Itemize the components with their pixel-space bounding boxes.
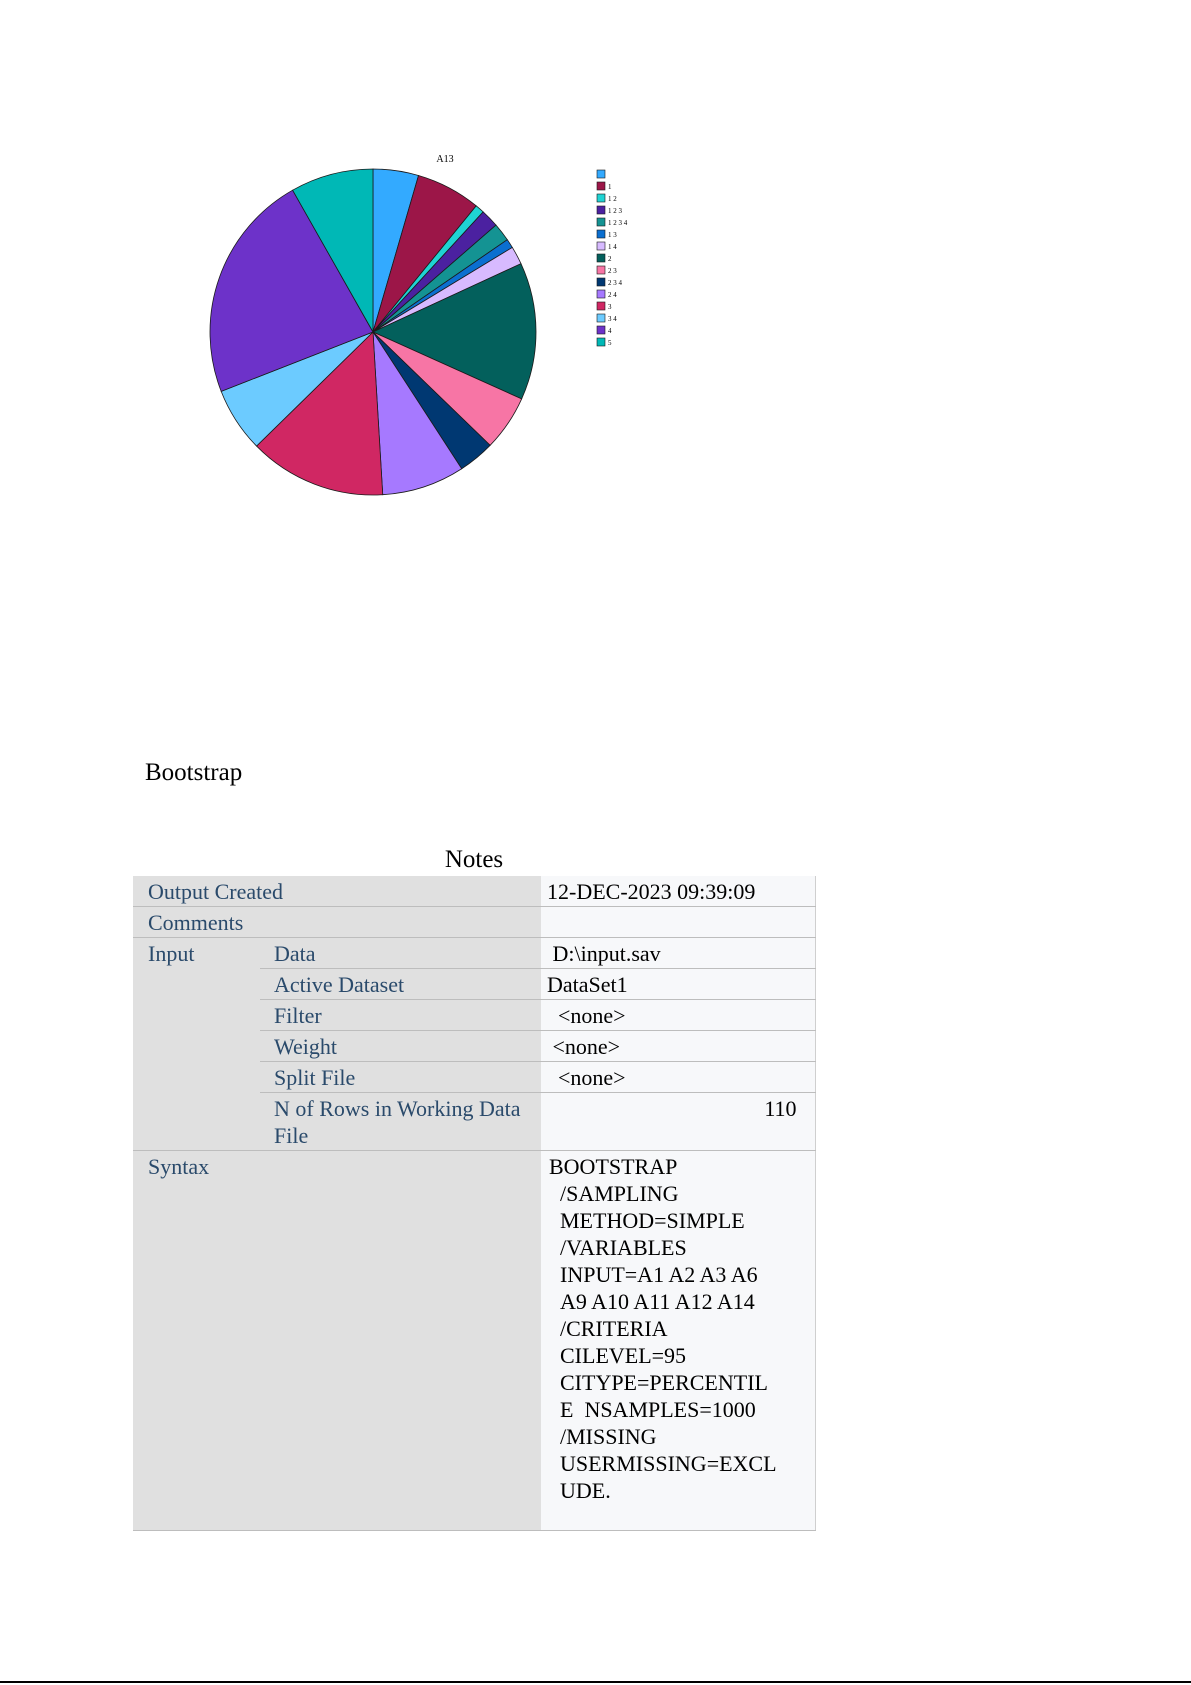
legend-swatch xyxy=(597,206,605,214)
legend-swatch xyxy=(597,290,605,298)
legend-swatch xyxy=(597,302,605,310)
legend-swatch xyxy=(597,314,605,322)
n-rows-value: 110 xyxy=(541,1093,815,1151)
split-file-value: <none> xyxy=(541,1062,815,1093)
comments-label: Comments xyxy=(133,907,541,938)
legend-swatch xyxy=(597,242,605,250)
chart-title: A13 xyxy=(436,154,454,165)
syntax-label: Syntax xyxy=(133,1151,541,1531)
filter-value: <none> xyxy=(541,1000,815,1031)
active-dataset-value: DataSet1 xyxy=(541,969,815,1000)
legend-swatch xyxy=(597,254,605,262)
legend-swatch xyxy=(597,182,605,190)
table-row xyxy=(133,938,815,969)
legend-label: 1 2 xyxy=(608,195,617,203)
table-row xyxy=(133,1151,815,1531)
data-label: Data xyxy=(260,938,541,969)
legend-label: 5 xyxy=(608,339,612,347)
legend-label: 1 2 3 xyxy=(608,207,622,215)
legend-swatch xyxy=(597,338,605,346)
legend-swatch xyxy=(597,266,605,274)
weight-value: <none> xyxy=(541,1031,815,1062)
legend-label: 3 4 xyxy=(608,315,617,323)
output-created-value: 12-DEC-2023 09:39:09 xyxy=(541,876,815,907)
n-rows-label: N of Rows in Working Data File xyxy=(260,1093,541,1151)
legend-label: 4 xyxy=(608,327,612,335)
output-created-label: Output Created xyxy=(133,876,541,907)
legend-label: 1 3 xyxy=(608,231,617,239)
active-dataset-label: Active Dataset xyxy=(260,969,541,1000)
chart-legend xyxy=(597,170,628,347)
weight-label: Weight xyxy=(260,1031,541,1062)
legend-swatch xyxy=(597,194,605,202)
split-file-label: Split File xyxy=(260,1062,541,1093)
legend-label: 2 3 xyxy=(608,267,617,275)
input-label: Input xyxy=(133,938,260,1151)
notes-caption: Notes xyxy=(444,846,504,873)
section-title: Bootstrap xyxy=(145,759,243,786)
legend-label: 2 xyxy=(608,255,612,263)
comments-value xyxy=(541,907,815,938)
pie-slices xyxy=(210,169,536,495)
page-bottom-rule xyxy=(0,1681,1191,1683)
syntax-value: BOOTSTRAP /SAMPLING METHOD=SIMPLE /VARIABLES INPUT=A1 A2 A3 A6 A9 A10 A11 A12 A14 /CRITERIA CILEVEL=95 CITYPE=PERCENTIL E NSAMPLES=1000 /MISSING USERMISSING=EXCL UDE. xyxy=(541,1151,815,1531)
filter-label: Filter xyxy=(260,1000,541,1031)
legend-label: 2 3 4 xyxy=(608,279,622,287)
pie-chart xyxy=(0,0,1191,520)
data-value: D:\input.sav xyxy=(541,938,815,969)
legend-swatch xyxy=(597,218,605,226)
legend-swatch xyxy=(597,170,605,178)
table-row xyxy=(133,907,815,938)
legend-swatch xyxy=(597,278,605,286)
table-row xyxy=(133,876,815,907)
legend-swatch xyxy=(597,230,605,238)
legend-label: 1 xyxy=(608,183,612,191)
legend-label: 3 xyxy=(608,303,612,311)
legend-label: 1 4 xyxy=(608,243,617,251)
legend-label: 2 4 xyxy=(608,291,617,299)
legend-label: 1 2 3 4 xyxy=(608,219,628,227)
notes-table xyxy=(133,876,816,1531)
legend-swatch xyxy=(597,326,605,334)
